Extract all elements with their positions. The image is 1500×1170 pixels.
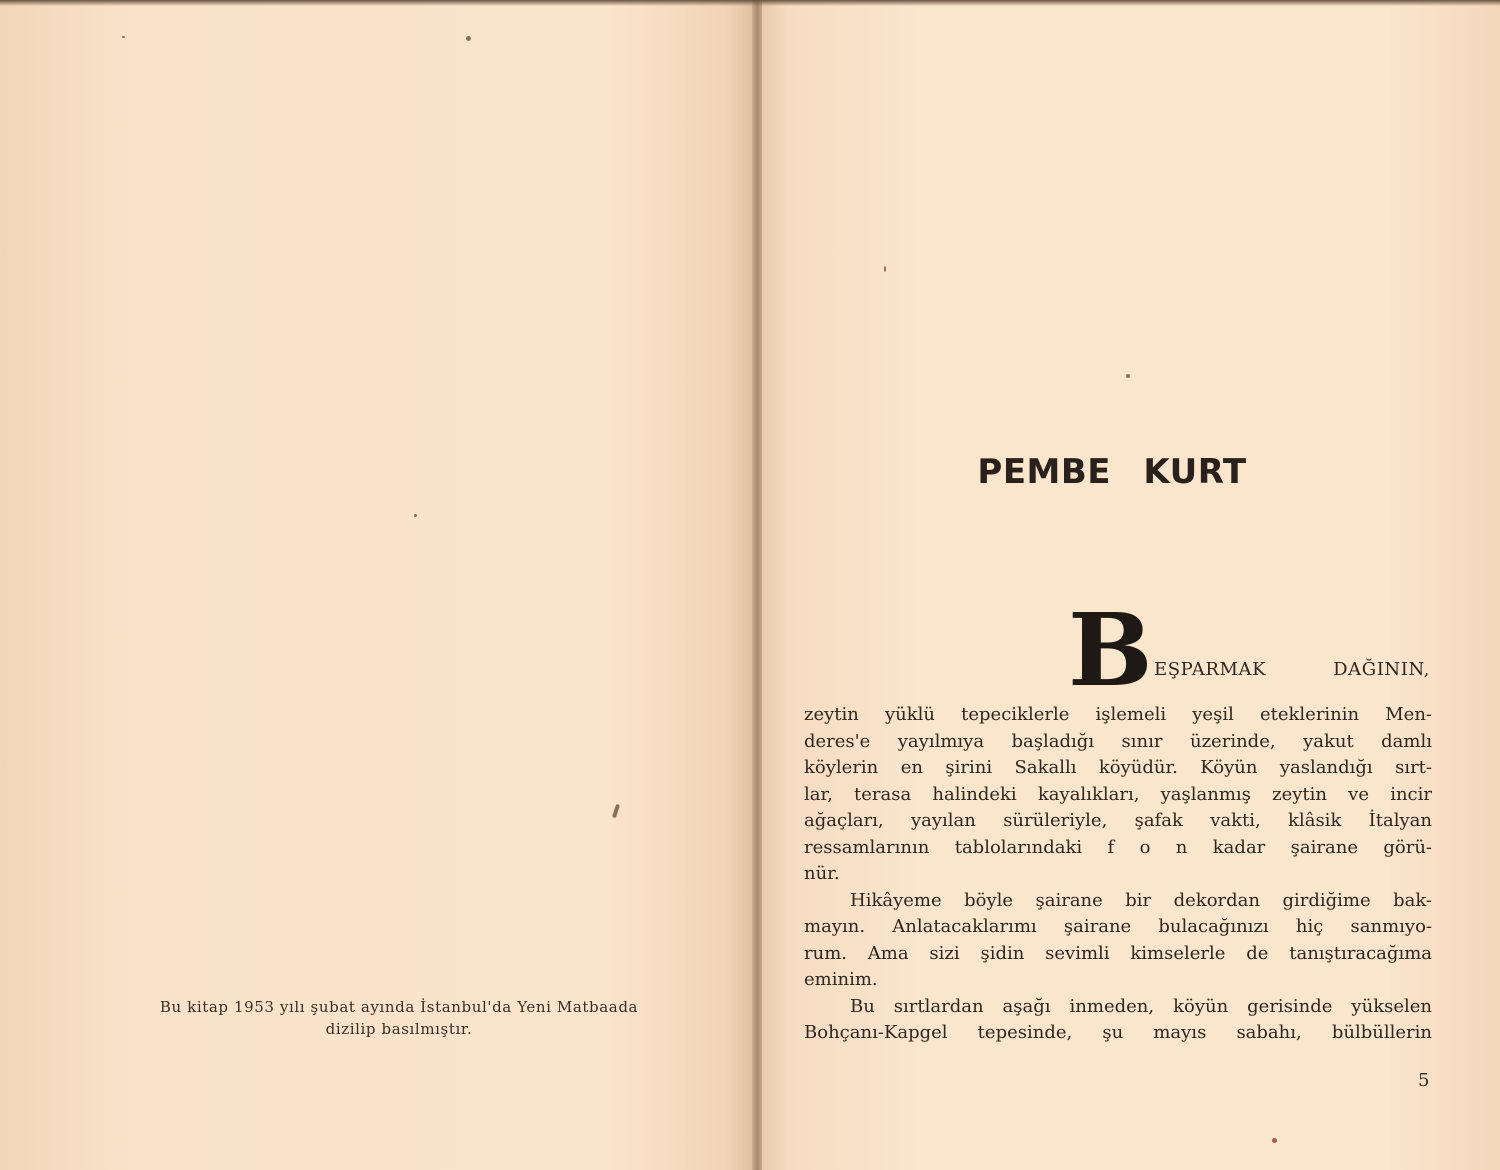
page-top-edge [0, 0, 1500, 6]
text-line: ağaçları, yayılan sürüleriyle, şafak vakti, klâsik İtalyan [804, 810, 1432, 831]
paper-speck [122, 36, 125, 38]
text-line: deres'e yayılmıya başladığı sınır üzerinde, yakut damlı [804, 730, 1432, 752]
page-number: 5 [1418, 1070, 1430, 1091]
paper-speck [1272, 1138, 1277, 1143]
text-line: zeytin yüklü tepeciklerle işlemeli yeşil eteklerinin Men- [804, 704, 1432, 725]
opening-word: DAĞININ, [1333, 659, 1430, 680]
text-line: nür. [804, 863, 840, 884]
text-line: Hikâyeme böyle şairane bir dekordan girdiğime bak- [850, 889, 1432, 911]
paper-speck [884, 266, 886, 272]
paper-speck [612, 804, 620, 819]
opening-word: EŞPARMAK [1154, 659, 1267, 680]
paragraph [804, 994, 1432, 1047]
paper-speck [466, 36, 471, 41]
paper-speck [414, 514, 417, 517]
chapter-title: PEMBE KURT [977, 452, 1247, 492]
text-line: Bohçanı-Kapgel tepesinde, şu mayıs sabahı, bülbüllerin [804, 1022, 1432, 1043]
colophon [112, 996, 686, 1040]
text-line: rum. Ama sizi şidin sevimli kimselerle de tanıştıracağıma [804, 942, 1432, 964]
text-line: mayın. Anlatacaklarımı şairane bulacağınızı hiç sanmıyo- [804, 916, 1432, 937]
colophon-line: dizilip basılmıştır. [325, 1020, 473, 1038]
text-line: köylerin en şirini Sakallı köyüdür. Köyün yaslandığı sırt- [804, 757, 1432, 778]
colophon-line: Bu kitap 1953 yılı şubat ayında İstanbul'da Yeni Matbaada [159, 998, 639, 1016]
text-line: eminim. [804, 969, 878, 990]
drop-cap: B [1068, 591, 1153, 709]
text-line: Bu sırtlardan aşağı inmeden, köyün gerisinde yükselen [850, 995, 1432, 1017]
drop-cap-line [1154, 659, 1430, 680]
text-line: lar, terasa halindeki kayalıkları, yaşlanmış zeytin ve incir [804, 783, 1432, 805]
paper-speck [1126, 374, 1130, 378]
text-line: ressamlarının tablolarındaki f o n kadar şairane görü- [804, 836, 1432, 858]
book-gutter [752, 0, 762, 1170]
paragraph [804, 888, 1432, 994]
paragraph [804, 702, 1432, 888]
body-text [804, 702, 1432, 1047]
